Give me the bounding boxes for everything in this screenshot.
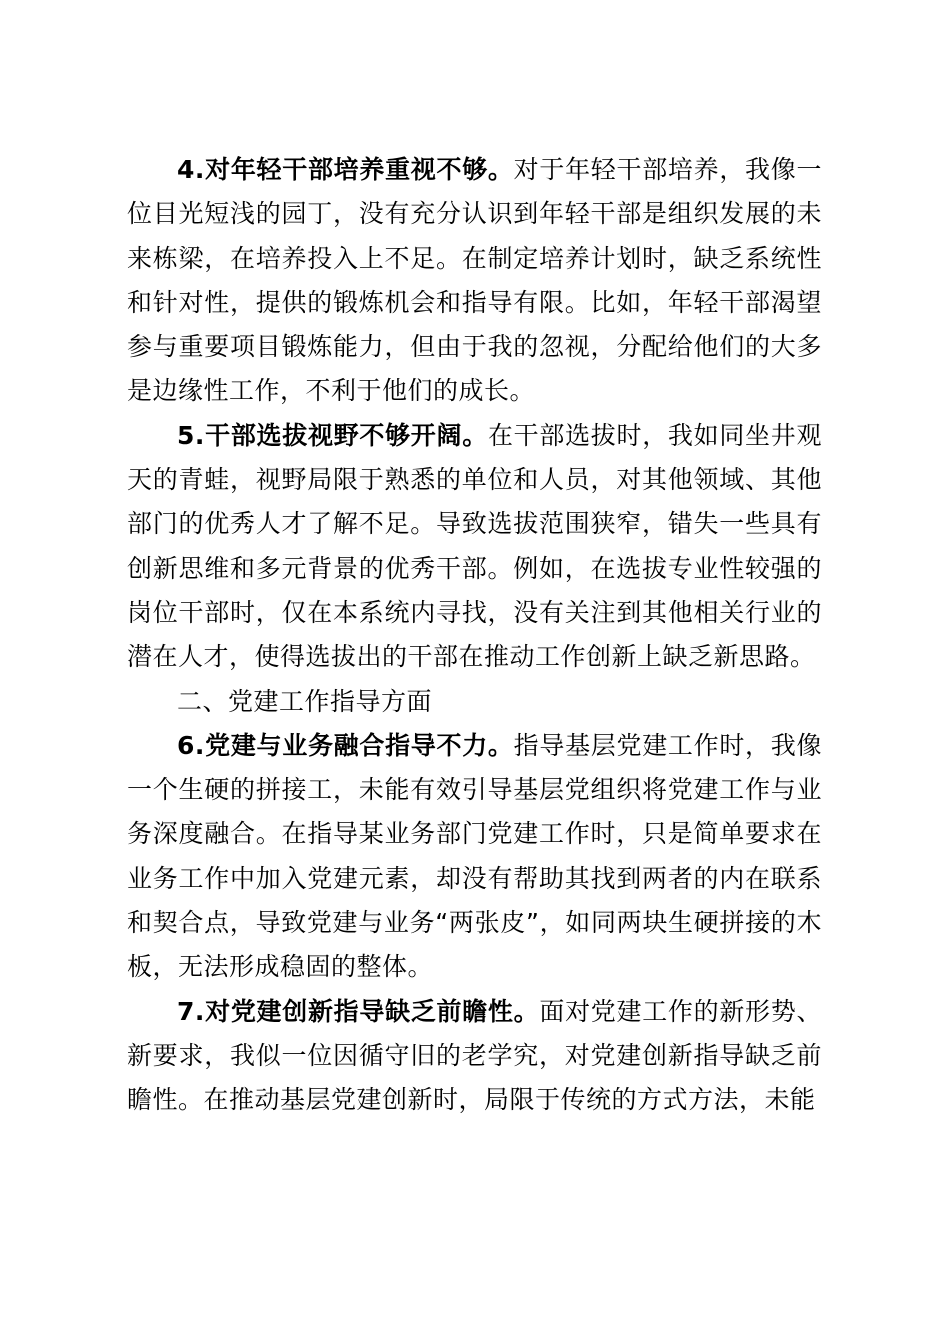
paragraph-item-7 [127, 990, 822, 1123]
paragraph-body: 面对党建工作的新形势、新要求，我似一位因循守旧的老学究，对党建创新指导缺乏前瞻性。在推动基层党建创新时，局限于传统的方式方法，未能 [127, 996, 822, 1115]
paragraph-body: 对于年轻干部培养，我像一位目光短浅的园丁，没有充分认识到年轻干部是组织发展的未来栋梁，在培养投入上不足。在制定培养计划时，缺乏系统性和针对性，提供的锻炼机会和指导有限。比如，年轻干部渴望参与重要项目锻炼能力，但由于我的忽视，分配给他们的大多是边缘性工作，不利于他们的成长。 [127, 155, 822, 406]
paragraph-item-4 [127, 148, 822, 414]
paragraph-body: 在干部选拔时，我如同坐井观天的青蛙，视野局限于熟悉的单位和人员，对其他领域、其他部门的优秀人才了解不足。导致选拔范围狭窄，错失一些具有创新思维和多元背景的优秀干部。例如，在选拔专业性较强的岗位干部时，仅在本系统内寻找，没有关注到其他相关行业的潜在人才，使得选拔出的干部在推动工作创新上缺乏新思路。 [127, 420, 822, 672]
paragraph-item-5 [127, 414, 822, 680]
paragraph-lead: 4.对年轻干部培养重视不够。 [177, 155, 514, 184]
document-page [127, 148, 822, 1123]
paragraph-item-6 [127, 724, 822, 990]
paragraph-body: 指导基层党建工作时，我像一个生硬的拼接工，未能有效引导基层党组织将党建工作与业务深度融合。在指导某业务部门党建工作时，只是简单要求在业务工作中加入党建元素，却没有帮助其找到两者的内在联系和契合点，导致党建与业务“两张皮”，如同两块生硬拼接的木板，无法形成稳固的整体。 [127, 730, 822, 982]
paragraph-lead: 5.干部选拔视野不够开阔。 [177, 420, 488, 450]
paragraph-lead: 7.对党建创新指导缺乏前瞻性。 [177, 996, 540, 1026]
section-heading: 二、党建工作指导方面 [177, 686, 433, 716]
paragraph-lead: 6.党建与业务融合指导不力。 [177, 730, 514, 760]
